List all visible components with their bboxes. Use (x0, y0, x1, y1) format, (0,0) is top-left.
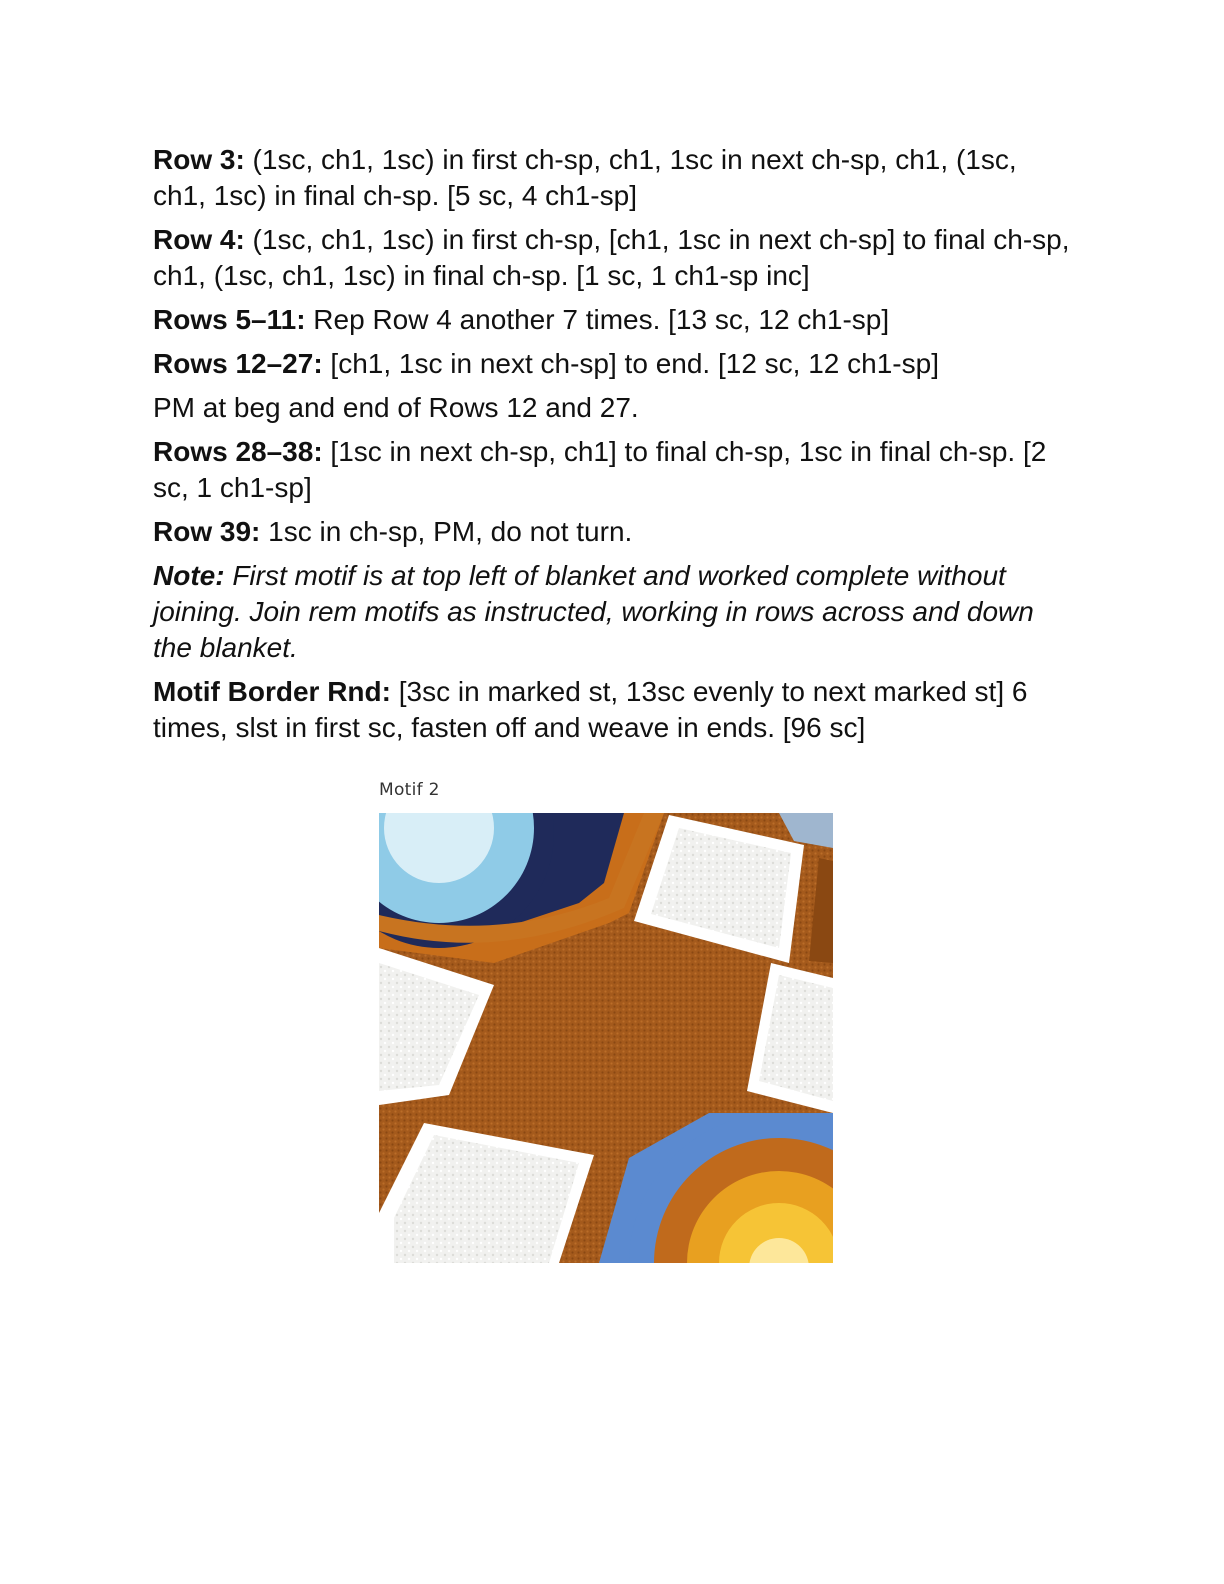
figure-caption: Motif 2 (379, 780, 440, 800)
instruction-row-39 (153, 514, 1073, 550)
instruction-text: (1sc, ch1, 1sc) in first ch-sp, ch1, 1sc in next ch-sp, ch1, (1sc, ch1, 1sc) in final ch-sp. [5 sc, 4 ch1-sp] (153, 144, 1017, 211)
note-label: Note: (153, 560, 225, 591)
pattern-text (153, 142, 1073, 754)
instruction-text: PM at beg and end of Rows 12 and 27. (153, 392, 639, 423)
motif-photo (379, 813, 833, 1263)
instruction-rows-5-11 (153, 302, 1073, 338)
instruction-label: Row 3: (153, 144, 245, 175)
note-paragraph (153, 558, 1073, 666)
instruction-text: (1sc, ch1, 1sc) in first ch-sp, [ch1, 1sc in next ch-sp] to final ch-sp, ch1, (1sc, ch1, 1sc) in final ch-sp. [1 sc, 1 ch1-sp inc] (153, 224, 1070, 291)
instruction-label: Rows 5–11: (153, 304, 306, 335)
instruction-pm-note (153, 390, 1073, 426)
instruction-label: Rows 12–27: (153, 348, 323, 379)
instruction-rows-28-38 (153, 434, 1073, 506)
instruction-text: [1sc in next ch-sp, ch1] to final ch-sp, 1sc in final ch-sp. [2 sc, 1 ch1-sp] (153, 436, 1047, 503)
border-instruction (153, 674, 1073, 746)
border-text: [3sc in marked st, 13sc evenly to next marked st] 6 times, slst in first sc, fasten off and weave in ends. [96 sc] (153, 676, 1028, 743)
instruction-text: Rep Row 4 another 7 times. [13 sc, 12 ch1-sp] (305, 304, 890, 335)
instruction-text: 1sc in ch-sp, PM, do not turn. (260, 516, 633, 547)
instruction-text: [ch1, 1sc in next ch-sp] to end. [12 sc, 12 ch1-sp] (322, 348, 939, 379)
instruction-label: Row 39: (153, 516, 261, 547)
instruction-label: Rows 28–38: (153, 436, 323, 467)
instruction-rows-12-27 (153, 346, 1073, 382)
note-text: First motif is at top left of blanket and worked complete without joining. Join rem motifs as instructed, working in rows across and down the blanket. (153, 560, 1034, 663)
border-label: Motif Border Rnd: (153, 676, 391, 707)
instruction-row-4 (153, 222, 1073, 294)
instruction-label: Row 4: (153, 224, 245, 255)
instruction-row-3 (153, 142, 1073, 214)
